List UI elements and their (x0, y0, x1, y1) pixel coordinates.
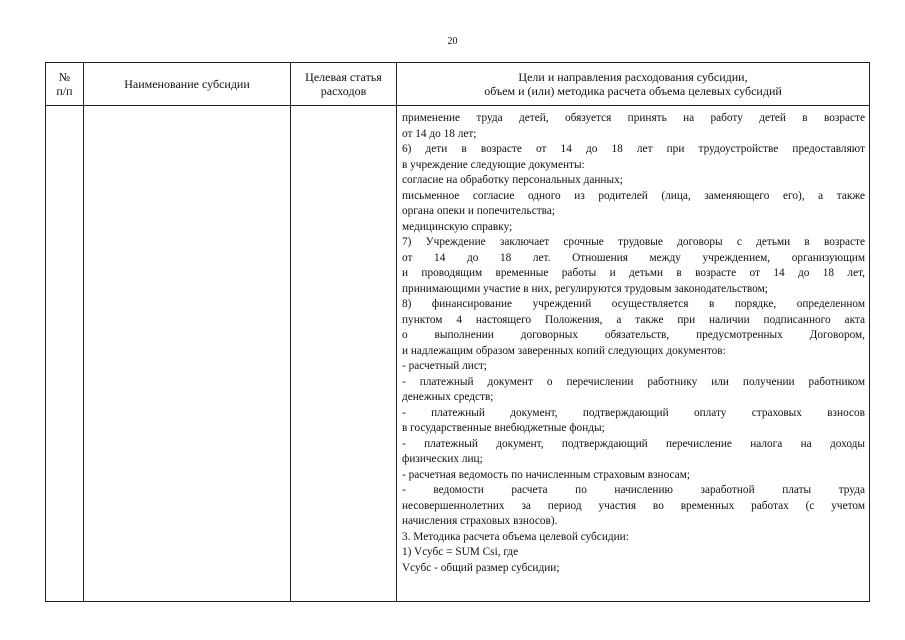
goals-text-line: медицинскую справку; (402, 220, 513, 233)
header-num-line-2: п/п (56, 84, 73, 98)
goals-text-line: физических лиц; (402, 453, 483, 465)
goals-text-line: 3. Методика расчета объема целевой субсидии: (402, 530, 629, 543)
goals-text-line: в учреждение следующие документы: (402, 158, 585, 171)
goals-text-line: - платежный документ о перечислении работнику или получении работником (402, 375, 865, 388)
subsidy-table (45, 62, 870, 602)
goals-text-line: 1) Vсубс = SUM Csi, где (402, 546, 519, 558)
header-goals (397, 63, 870, 106)
goals-text-line: - платежный документ, подтверждающий оплату страховых взносов (402, 406, 865, 419)
cell-subsidy-name (84, 106, 291, 602)
goals-text-line: и надлежащим образом заверенных копий следующих документов: (402, 344, 726, 357)
header-target-article (291, 63, 397, 106)
goals-text-line: - ведомости расчета по начислению заработной платы труда (402, 484, 865, 496)
goals-text-line: и проводящим временные работы и детьми в возрасте от 14 до 18 лет, (402, 267, 865, 279)
goals-text-line: начисления страховых взносов). (402, 515, 558, 527)
goals-text-line: - платежный документ, подтверждающий перечисление налога на доходы (402, 437, 865, 450)
header-num (46, 63, 84, 106)
goals-text-line: 8) финансирование учреждений осуществляется в порядке, определенном (402, 298, 865, 310)
goals-text-line: применение труда детей, обязуется принять на работу детей в возрасте (402, 112, 865, 124)
goals-text-line: - расчетная ведомость по начисленным страховым взносам; (402, 468, 690, 481)
goals-text-line: органа опеки и попечительства; (402, 205, 555, 217)
goals-text-line: несовершеннолетних за период участия во временных работах (с учетом (402, 499, 865, 512)
header-subsidy-name-text: Наименование субсидии (124, 77, 250, 91)
goals-text-line: 6) дети в возрасте от 14 до 18 лет при трудоустройстве предоставляют (402, 143, 865, 155)
goals-text-line: принимающими участие в них, регулируются трудовым законодательством; (402, 282, 768, 295)
goals-text-line: согласие на обработку персональных данных; (402, 174, 623, 186)
goals-text-line: в государственные внебюджетные фонды; (402, 422, 605, 434)
cell-target-article (291, 106, 397, 602)
goals-text-line: - расчетный лист; (402, 360, 487, 372)
page-number: 20 (447, 36, 458, 47)
header-goals-line-1: Цели и направления расходования субсидии, (518, 70, 748, 84)
header-goals-line-2: объем и (или) методика расчета объема целевых субсидий (484, 84, 782, 98)
goals-text-line: Vсубс - общий размер субсидии; (402, 561, 560, 574)
goals-text-line: 7) Учреждение заключает срочные трудовые договоры с детьми в возрасте (402, 236, 865, 248)
goals-text-line: от 14 до 18 лет; (402, 127, 477, 140)
cell-num (46, 106, 84, 602)
header-target-article-line-2: расходов (320, 84, 367, 98)
goals-text-line: письменное согласие одного из родителей (лица, заменяющего его), а также (402, 189, 865, 202)
header-target-article-line-1: Целевая статья (305, 70, 382, 84)
header-num-line-1: № (58, 70, 71, 84)
goals-text-line: о выполнении договорных обязательств, предусмотренных Договором, (402, 329, 865, 341)
table-row (46, 106, 870, 602)
goals-text-line: пунктом 4 настоящего Положения, а также при наличии подписанного акта (402, 313, 865, 326)
cell-goals (397, 106, 870, 602)
header-subsidy-name (84, 63, 291, 106)
goals-text-line: от 14 до 18 лет. Отношения между учреждением, организующим (402, 251, 865, 264)
goals-text-line: денежных средств; (402, 391, 494, 403)
table-header-row (46, 63, 870, 106)
